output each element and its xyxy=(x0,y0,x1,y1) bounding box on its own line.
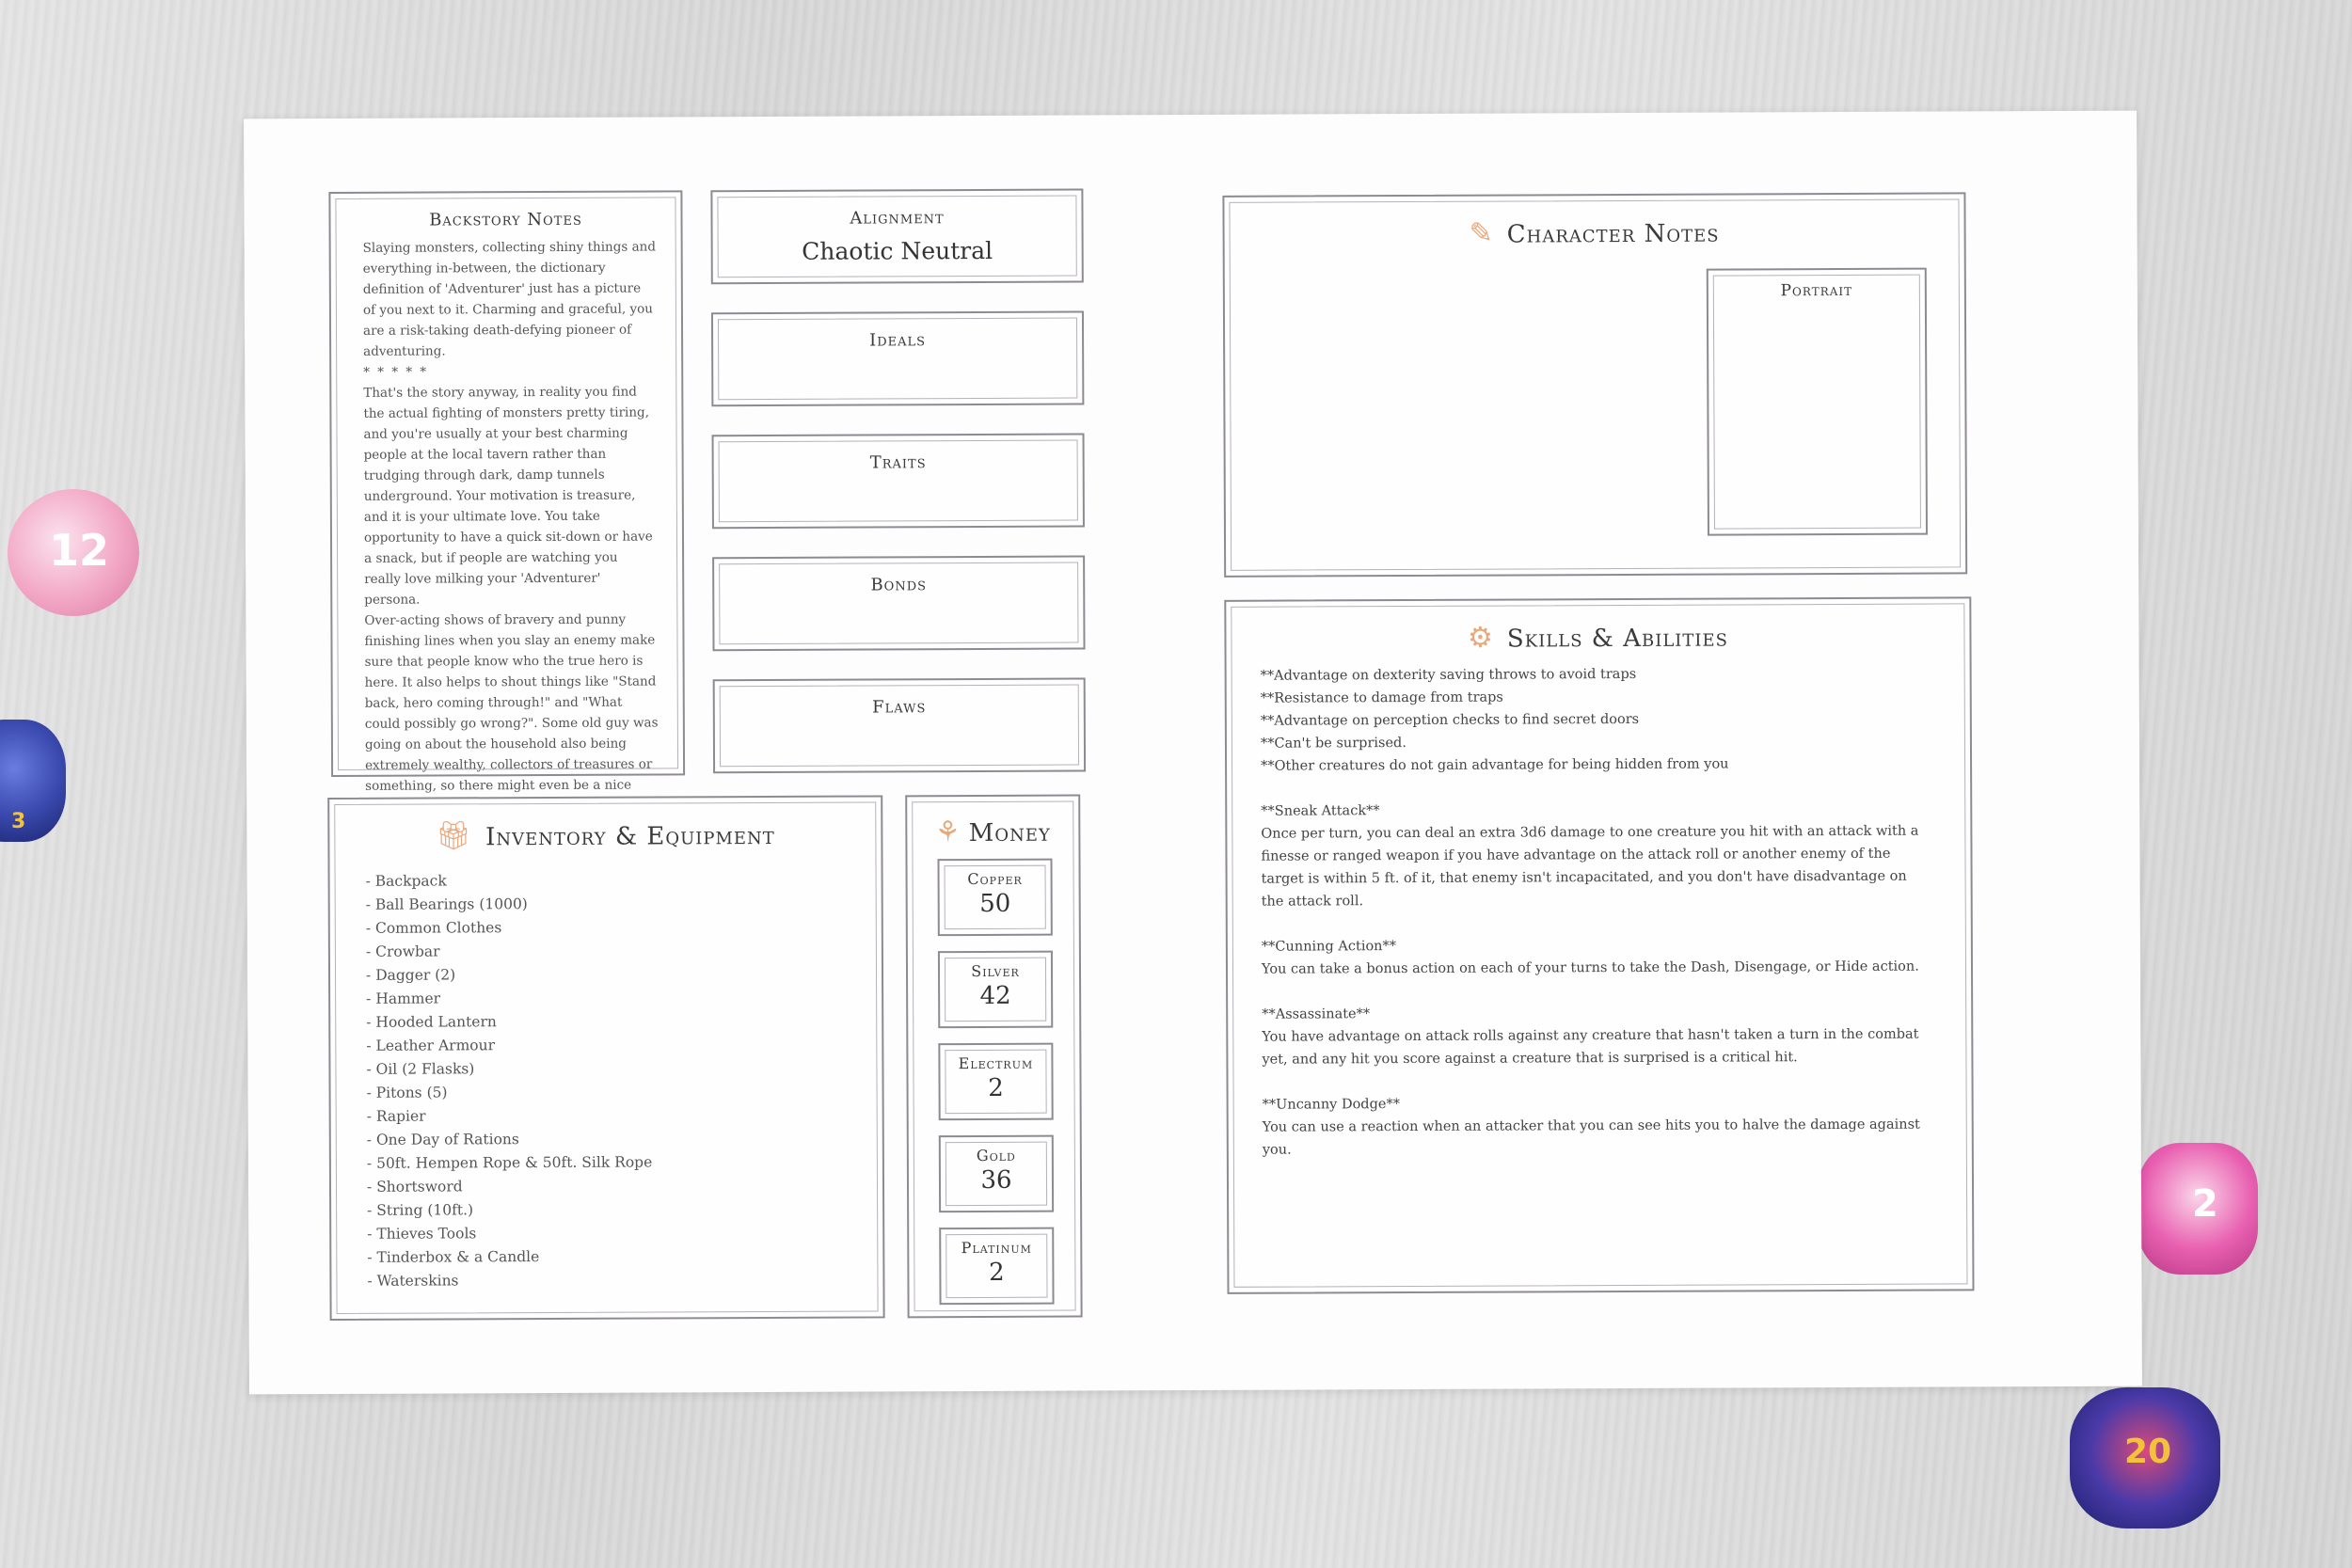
coin-value: 2 xyxy=(989,1258,1005,1287)
portrait-box xyxy=(1707,268,1928,536)
alignment-value: Chaotic Neutral xyxy=(802,236,993,265)
spacer xyxy=(1262,1069,1933,1094)
gold-coin-box xyxy=(939,1135,1054,1213)
character-notes-box xyxy=(1222,192,1967,577)
list-item: - Hooded Lantern xyxy=(366,1013,497,1031)
coin-value: 50 xyxy=(979,889,1011,918)
coin-value: 42 xyxy=(979,981,1011,1010)
backstory-paragraph: That's the story anyway, in reality you find the actual fighting of monsters pretty tiring, and you're usually at your best charming people at the local tavern rather than trudging through dark, damp tunnels underground. Your motivation is treasure, and it is your ultimate love. You take opportunity to have a quick sit-down or have a snack, but if people are watching you really love milking your 'Adventurer' persona. xyxy=(363,384,653,608)
skills-text xyxy=(1227,652,1972,1161)
skill-line: **Can't be surprised. xyxy=(1260,736,1406,752)
list-item: - Dagger (2) xyxy=(365,966,456,984)
coin-name: Silver xyxy=(971,961,1020,981)
ideals-title: Ideals xyxy=(869,330,927,351)
money-title-text: Money xyxy=(968,818,1051,848)
gift-icon: 🎁︎ xyxy=(435,819,473,853)
coin-value: 2 xyxy=(988,1073,1004,1102)
character-notes-title xyxy=(1225,214,1964,250)
spacer xyxy=(1262,911,1933,936)
list-item: - Hammer xyxy=(366,990,441,1007)
character-notes-title-text: Character Notes xyxy=(1506,219,1720,249)
skills-title xyxy=(1226,619,1969,655)
list-item: - Rapier xyxy=(366,1107,426,1125)
die-label: 2 xyxy=(2192,1182,2218,1226)
list-item: - Oil (2 Flasks) xyxy=(366,1060,475,1078)
backstory-separator: * * * * * xyxy=(363,364,429,380)
list-item: - 50ft. Hempen Rope & 50ft. Silk Rope xyxy=(366,1153,653,1172)
alignment-box xyxy=(710,189,1083,285)
character-sheet-paper xyxy=(244,111,2142,1395)
traits-box xyxy=(712,434,1085,530)
copper-coin-box xyxy=(937,859,1052,937)
skill-heading: **Assassinate** xyxy=(1262,1006,1371,1022)
money-title xyxy=(907,816,1078,849)
pink-d8-die xyxy=(2137,1143,2258,1275)
inventory-title xyxy=(329,817,881,853)
blue-d10-die xyxy=(0,720,66,842)
pencil-icon: ✎ xyxy=(1469,216,1494,250)
skill-description: You can use a reaction when an attacker that you can see hits you to halve the damage against you. xyxy=(1262,1117,1920,1158)
list-item: - Waterskins xyxy=(367,1272,459,1290)
bonds-title: Bonds xyxy=(870,575,928,595)
purple-d20-die xyxy=(2070,1387,2220,1528)
list-item: - Ball Bearings (1000) xyxy=(365,895,528,913)
skill-heading: **Cunning Action** xyxy=(1261,939,1397,955)
list-item: - Pitons (5) xyxy=(366,1084,448,1101)
coin-name: Copper xyxy=(967,869,1023,889)
inventory-title-text: Inventory & Equipment xyxy=(485,821,775,852)
skills-title-text: Skills & Abilities xyxy=(1506,624,1729,654)
list-item: - Leather Armour xyxy=(366,1037,496,1054)
skill-description: Once per turn, you can deal an extra 3d6 damage to one creature you hit with an attack with a finesse or ranged weapon if you have advantage on the attack roll or another enemy of the target is within 5 ft. of it, that enemy isn't incapacitated, and you don't have disadvantage on the attack roll. xyxy=(1261,823,1919,910)
die-label: 12 xyxy=(49,525,110,576)
skill-description: You have advantage on attack rolls against any creature that hasn't taken a turn in the combat yet, and any hit you score against a creature that is surprised is a critical hit. xyxy=(1262,1026,1919,1068)
skill-line: **Other creatures do not gain advantage for being hidden from you xyxy=(1261,756,1729,774)
alignment-title: Alignment xyxy=(850,208,945,229)
coin-value: 36 xyxy=(980,1165,1012,1195)
backstory-paragraph: Over-acting shows of bravery and punny finishing lines when you slay an enemy make sure that people know who the true hero is here. It also helps to shout things like "Stand back, hero coming through!" and "What could possibly go wrong?". Some old guy was going on about the household also being extremely wealthy, collectors of treasures or something, so there might even be a nice xyxy=(364,611,659,794)
skill-heading: **Sneak Attack** xyxy=(1261,803,1380,819)
backstory-title: Backstory Notes xyxy=(429,209,582,230)
flaws-box xyxy=(713,677,1086,773)
inventory-list xyxy=(366,867,883,1292)
skill-description: You can take a bonus action on each of your turns to take the Dash, Disengage, or Hide action. xyxy=(1261,958,1919,977)
die-label: 20 xyxy=(2124,1433,2172,1471)
list-item: - One Day of Rations xyxy=(366,1131,519,1148)
list-item: - String (10ft.) xyxy=(367,1201,474,1219)
spacer xyxy=(1261,775,1932,800)
list-item: - Tinderbox & a Candle xyxy=(367,1248,540,1266)
spacer xyxy=(1262,978,1933,1004)
backstory-paragraph: Slaying monsters, collecting shiny things and everything in-between, the dictionary definition of 'Adventurer' just has a picture of you next to it. Charming and graceful, you are a risk-taking death-defying pioneer of adventuring. xyxy=(362,239,656,359)
pink-d12-die xyxy=(8,489,139,616)
portrait-label: Portrait xyxy=(1780,280,1853,301)
coin-name: Electrum xyxy=(958,1053,1034,1073)
list-item: - Common Clothes xyxy=(365,919,502,937)
skills-box xyxy=(1224,596,1974,1293)
platinum-coin-box xyxy=(939,1227,1054,1306)
skill-line: **Advantage on dexterity saving throws to avoid traps xyxy=(1260,666,1637,684)
skill-heading: **Uncanny Dodge** xyxy=(1262,1097,1400,1113)
list-item: - Shortsword xyxy=(366,1178,463,1196)
skill-line: **Resistance to damage from traps xyxy=(1260,689,1503,706)
backstory-notes-box xyxy=(328,190,685,794)
piggy-bank-icon: ⚘ xyxy=(934,816,961,849)
electrum-coin-box xyxy=(938,1043,1053,1121)
silver-coin-box xyxy=(938,951,1053,1029)
backstory-text xyxy=(331,229,684,817)
list-item: - Backpack xyxy=(365,872,447,890)
list-item: - Crowbar xyxy=(365,942,440,960)
flaws-title: Flaws xyxy=(872,697,927,718)
skill-line: **Advantage on perception checks to find secret doors xyxy=(1260,711,1640,729)
coin-name: Gold xyxy=(976,1146,1016,1165)
die-label: 3 xyxy=(11,810,26,833)
bonds-box xyxy=(712,555,1085,651)
inventory-box xyxy=(327,795,884,1321)
money-box xyxy=(905,795,1082,1319)
coin-name: Platinum xyxy=(961,1238,1032,1258)
list-item: - Thieves Tools xyxy=(367,1225,477,1243)
gears-icon: ⚙ xyxy=(1467,621,1494,655)
ideals-box xyxy=(711,311,1084,407)
traits-title: Traits xyxy=(869,452,927,473)
